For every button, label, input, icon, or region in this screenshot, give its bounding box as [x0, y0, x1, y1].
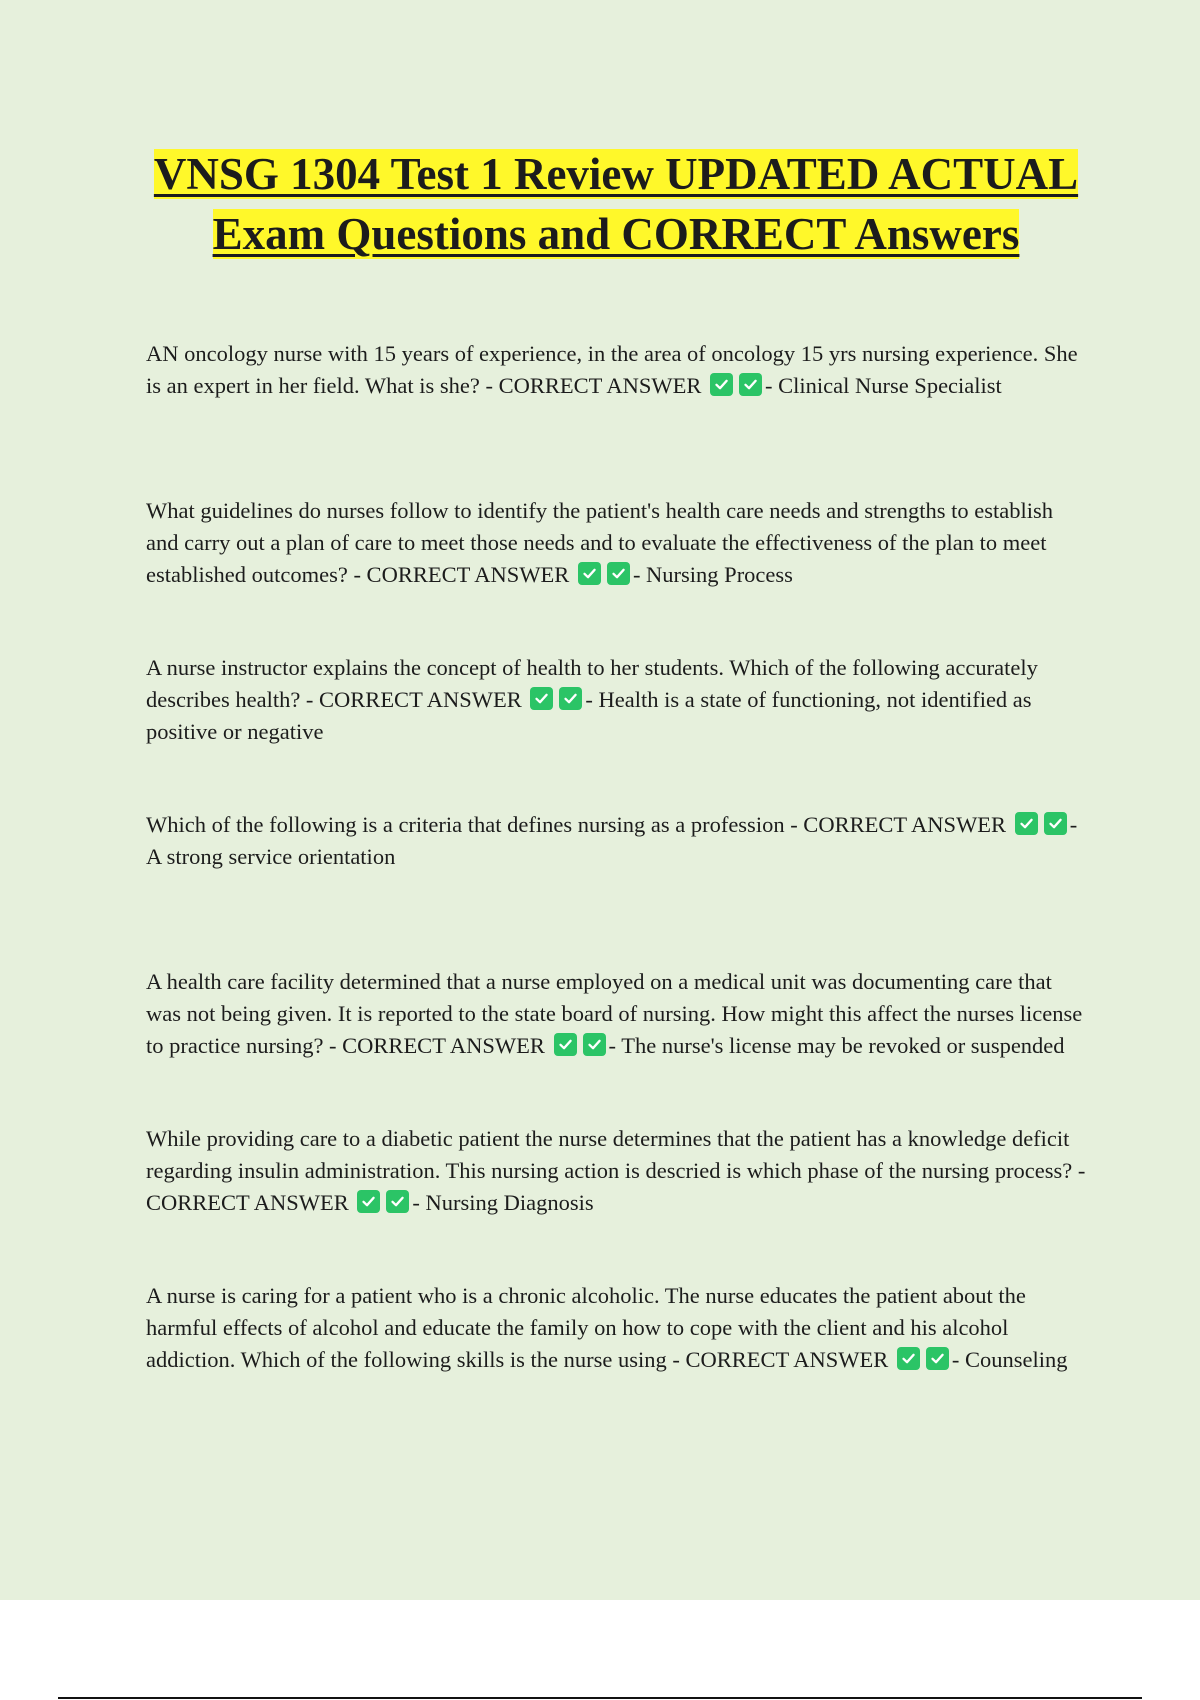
qa-item [146, 1123, 1090, 1280]
check-mark-icon [357, 1190, 380, 1213]
qa-item [146, 652, 1090, 809]
qa-list [146, 338, 1090, 1437]
check-mark-icon [554, 1033, 577, 1056]
check-mark-icon [559, 687, 582, 710]
qa-item [146, 338, 1090, 495]
answer-text: - Nursing Diagnosis [412, 1190, 594, 1215]
question-text: What guidelines do nurses follow to identify the patient's health care needs and strengths to establish and carry out a plan of care to meet those needs and to evaluate the effectiveness of the plan to meet established outcomes? - CORRECT ANSWER [146, 498, 1053, 587]
answer-text: - A strong service orientation [146, 812, 1078, 869]
document-title [120, 144, 1112, 264]
check-mark-icon [386, 1190, 409, 1213]
check-mark-icon [607, 562, 630, 585]
document-title-text: VNSG 1304 Test 1 Review UPDATED ACTUAL Exam Questions and CORRECT Answers [153, 149, 1079, 259]
qa-item [146, 495, 1090, 652]
qa-item [146, 809, 1090, 966]
qa-item [146, 966, 1090, 1123]
question-text: Which of the following is a criteria that defines nursing as a profession - CORRECT ANSWER [146, 812, 1007, 837]
question-text: A health care facility determined that a nurse employed on a medical unit was documenting care that was not being given. It is reported to the state board of nursing. How might this affect the nurses license to practice nursing? - CORRECT ANSWER [146, 969, 1083, 1058]
question-text: A nurse instructor explains the concept of health to her students. Which of the following accurately describes health? - CORRECT ANSWER [146, 655, 1038, 712]
check-mark-icon [578, 562, 601, 585]
answer-text: - Health is a state of functioning, not identified as positive or negative [146, 687, 1032, 744]
check-mark-icon [926, 1347, 949, 1370]
question-text: While providing care to a diabetic patient the nurse determines that the patient has a knowledge deficit regarding insulin administration. This nursing action is descried is which phase of the nursing process? - CORRECT ANSWER [146, 1126, 1086, 1215]
check-mark-icon [1044, 812, 1067, 835]
check-mark-icon [583, 1033, 606, 1056]
check-mark-icon [530, 687, 553, 710]
answer-text: - Nursing Process [632, 562, 793, 587]
answer-text: - Clinical Nurse Specialist [764, 373, 1002, 398]
check-mark-icon [710, 373, 733, 396]
question-text: A nurse is caring for a patient who is a chronic alcoholic. The nurse educates the patient about the harmful effects of alcohol and educate the family on how to cope with the client and his alcohol addiction. Which of the following skills is the nurse using - CORRECT ANSWER [146, 1283, 1026, 1372]
check-mark-icon [1015, 812, 1038, 835]
check-mark-icon [897, 1347, 920, 1370]
footer-divider [58, 1697, 1142, 1699]
answer-text: - Counseling [951, 1347, 1068, 1372]
check-mark-icon [739, 373, 762, 396]
answer-text: - The nurse's license may be revoked or suspended [608, 1033, 1065, 1058]
question-text: AN oncology nurse with 15 years of experience, in the area of oncology 15 yrs nursing experience. She is an expert in her field. What is she? - CORRECT ANSWER [146, 341, 1078, 398]
qa-item [146, 1280, 1090, 1437]
